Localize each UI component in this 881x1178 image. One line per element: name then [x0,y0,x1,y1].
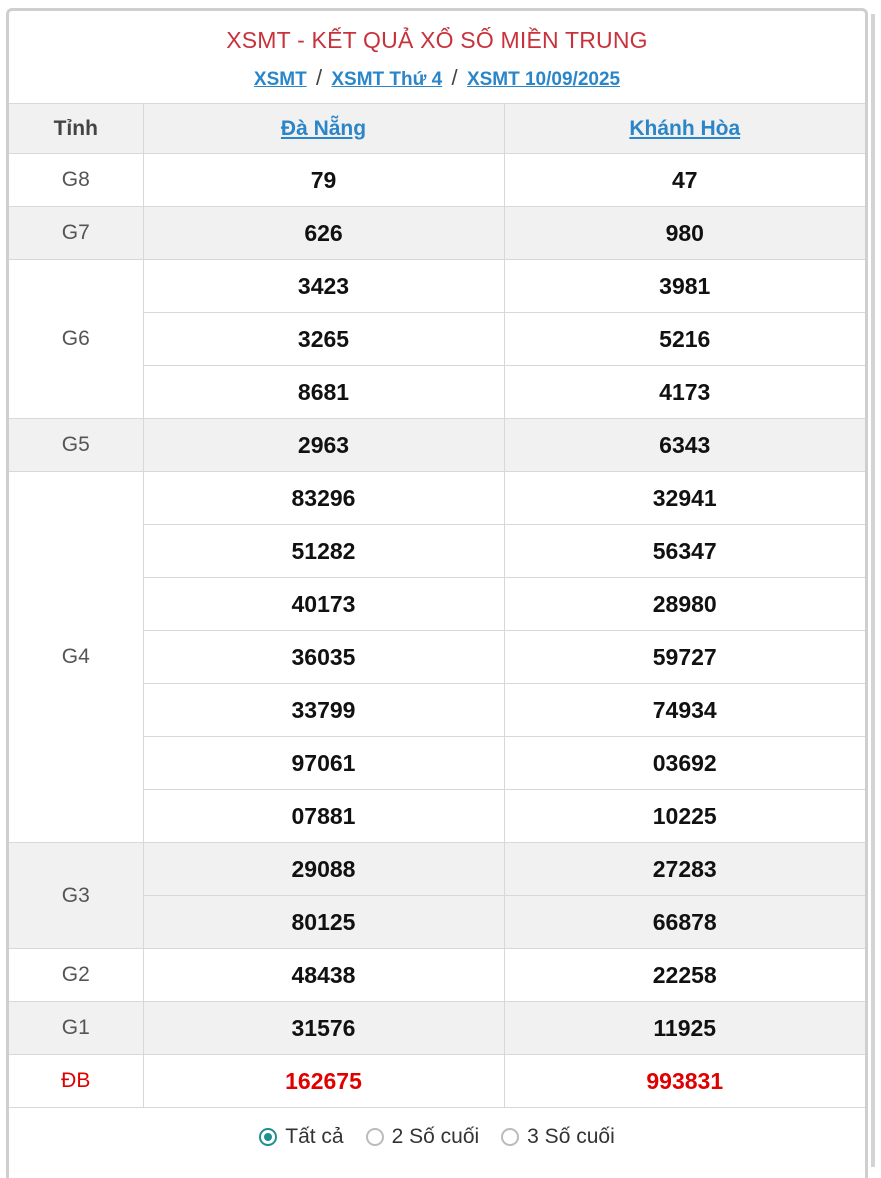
column-header-province: Tỉnh [9,104,143,154]
table-row [9,1002,865,1055]
table-header-row [9,104,865,154]
display-options [9,1108,865,1166]
result-number: 5216 [504,313,865,366]
prize-label: G6 [9,260,143,419]
column-header-da-nang [143,104,504,154]
table-row [9,843,865,896]
prize-label: G7 [9,207,143,260]
result-number: 6343 [504,419,865,472]
results-card [6,8,868,1178]
radio-icon[interactable] [366,1128,384,1146]
scrollbar[interactable] [871,14,875,1167]
result-number: 162675 [143,1055,504,1108]
result-number: 8681 [143,366,504,419]
breadcrumb-separator: / [315,65,323,90]
results-table [9,103,865,1108]
breadcrumb-date-link[interactable]: XSMT 10/09/2025 [466,69,621,90]
table-row [9,260,865,313]
radio-icon[interactable] [501,1128,519,1146]
table-row [9,154,865,207]
result-number: 31576 [143,1002,504,1055]
prize-label: G3 [9,843,143,949]
result-number: 993831 [504,1055,865,1108]
result-number: 3423 [143,260,504,313]
breadcrumb-weekday-link[interactable]: XSMT Thứ 4 [331,69,443,90]
option-label: 2 Số cuối [391,1125,480,1148]
prize-label: G4 [9,472,143,843]
prize-label: ĐB [9,1055,143,1108]
result-number: 74934 [504,684,865,737]
result-number: 27283 [504,843,865,896]
result-number: 29088 [143,843,504,896]
result-number: 28980 [504,578,865,631]
result-number: 36035 [143,631,504,684]
result-number: 33799 [143,684,504,737]
result-number: 3265 [143,313,504,366]
result-number: 2963 [143,419,504,472]
breadcrumb [9,65,865,91]
result-number: 03692 [504,737,865,790]
result-number: 79 [143,154,504,207]
result-number: 11925 [504,1002,865,1055]
option-last-2-digits[interactable] [366,1125,480,1149]
result-number: 4173 [504,366,865,419]
result-number: 97061 [143,737,504,790]
table-row [9,472,865,525]
prize-label: G2 [9,949,143,1002]
result-number: 07881 [143,790,504,843]
table-row [9,207,865,260]
result-number: 22258 [504,949,865,1002]
result-number: 51282 [143,525,504,578]
result-number: 59727 [504,631,865,684]
results-header [9,11,865,103]
result-number: 3981 [504,260,865,313]
column-header-khanh-hoa [504,104,865,154]
result-number: 47 [504,154,865,207]
result-number: 32941 [504,472,865,525]
result-number: 80125 [143,896,504,949]
breadcrumb-xsmt-link[interactable]: XSMT [253,69,307,90]
result-number: 10225 [504,790,865,843]
result-number: 980 [504,207,865,260]
table-row [9,419,865,472]
option-label: 3 Số cuối [527,1125,615,1148]
result-number: 40173 [143,578,504,631]
prize-label: G1 [9,1002,143,1055]
radio-selected-icon[interactable] [259,1128,277,1146]
result-number: 48438 [143,949,504,1002]
result-number: 626 [143,207,504,260]
page-title: XSMT - KẾT QUẢ XỔ SỐ MIỀN TRUNG [226,27,648,53]
prize-label: G5 [9,419,143,472]
province-link-da-nang[interactable]: Đà Nẵng [280,116,367,140]
option-all[interactable] [259,1125,343,1149]
breadcrumb-separator: / [451,65,458,90]
result-number: 66878 [504,896,865,949]
option-label: Tất cả [285,1125,344,1148]
province-link-khanh-hoa[interactable]: Khánh Hòa [629,116,741,140]
special-prize-row [9,1055,865,1108]
result-number: 83296 [143,472,504,525]
result-number: 56347 [504,525,865,578]
prize-label: G8 [9,154,143,207]
option-last-3-digits[interactable] [501,1125,615,1149]
table-row [9,949,865,1002]
